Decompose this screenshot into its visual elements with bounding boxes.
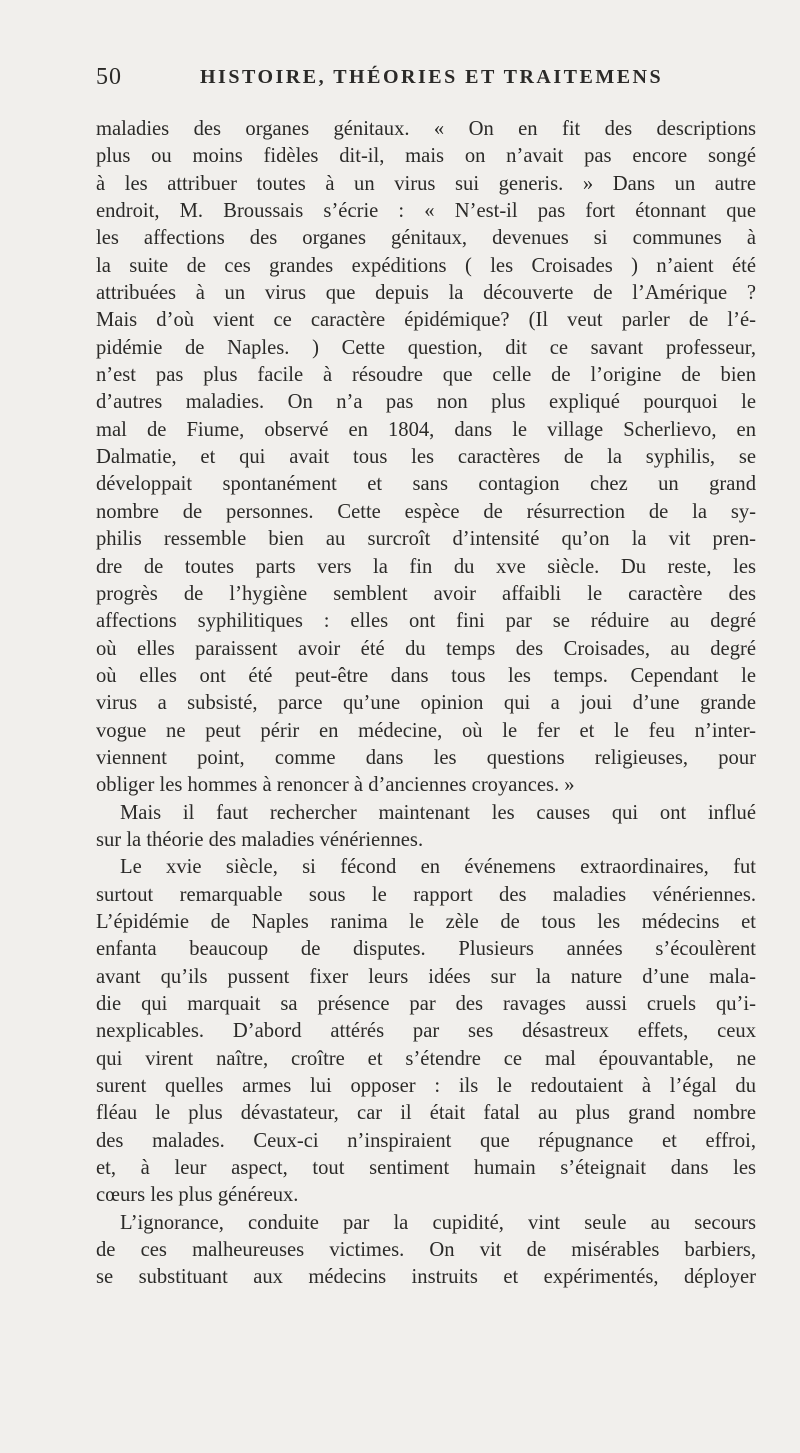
text-line: pidémie de Naples. ) Cette question, dit ce savant professeur, xyxy=(96,336,756,359)
page-number: 50 xyxy=(96,64,122,90)
text-line: avant qu’ils pussent fixer leurs idées sur la nature d’une mala- xyxy=(96,965,756,988)
running-head: HISTOIRE, THÉORIES ET TRAITEMENS xyxy=(200,66,664,88)
text-line: vogue ne peut périr en médecine, où le fer et le feu n’inter- xyxy=(96,719,756,742)
text-line: affections syphilitiques : elles ont fini par se réduire au degré xyxy=(96,610,756,633)
text-line: nexplicables. D’abord attérés par ses désastreux effets, ceux xyxy=(96,1020,756,1043)
text-line: progrès de l’hygiène semblent avoir affaibli le caractère des xyxy=(96,582,756,605)
text-line: obliger les hommes à renoncer à d’anciennes croyances. » xyxy=(96,774,575,797)
text-line: L’épidémie de Naples ranima le zèle de tous les médecins et xyxy=(96,910,756,933)
text-line: philis ressemble bien au surcroît d’intensité qu’on la vit pren- xyxy=(96,528,756,551)
text-line: surtout remarquable sous le rapport des maladies vénériennes. xyxy=(96,883,756,906)
text-line: enfanta beaucoup de disputes. Plusieurs années s’écoulèrent xyxy=(96,938,756,961)
text-line: plus ou moins fidèles dit-il, mais on n’avait pas encore songé xyxy=(96,145,756,168)
text-line: sur la théorie des maladies vénériennes. xyxy=(96,828,424,851)
text-line: à les attribuer toutes à un virus sui generis. » Dans un autre xyxy=(96,172,756,195)
text-line: surent quelles armes lui opposer : ils le redoutaient à l’égal du xyxy=(96,1075,756,1098)
text-line: endroit, M. Broussais s’écrie : « N’est-il pas fort étonnant que xyxy=(96,200,756,223)
text-line: L’ignorance, conduite par la cupidité, vint seule au secours xyxy=(120,1211,756,1234)
text-line: d’autres maladies. On n’a pas non plus expliqué pourquoi le xyxy=(96,391,756,414)
text-line: Mais d’où vient ce caractère épidémique? (Il veut parler de l’é- xyxy=(96,309,756,332)
text-line: où elles ont été peut-être dans tous les temps. Cependant le xyxy=(96,664,756,687)
text-line: les affections des organes génitaux, devenues si communes à xyxy=(96,227,756,250)
text-line: attribuées à un virus que depuis la découverte de l’Amérique ? xyxy=(96,282,756,305)
text-line: Dalmatie, et qui avait tous les caractères de la syphilis, se xyxy=(96,446,756,469)
text-line: Le xvie siècle, si fécond en événemens extraordinaires, fut xyxy=(120,856,756,879)
text-line: cœurs les plus généreux. xyxy=(96,1184,299,1207)
page-header xyxy=(96,64,756,98)
text-line: et, à leur aspect, tout sentiment humain s’éteignait dans les xyxy=(96,1157,756,1180)
text-line: Mais il faut rechercher maintenant les causes qui ont influé xyxy=(120,801,756,824)
text-line: maladies des organes génitaux. « On en fit des descriptions xyxy=(96,118,756,140)
text-line: dre de toutes parts vers la fin du xve siècle. Du reste, les xyxy=(96,555,756,578)
text-line: viennent point, comme dans les questions religieuses, pour xyxy=(96,746,756,769)
text-line: où elles paraissent avoir été du temps des Croisades, au degré xyxy=(96,637,756,660)
text-line: la suite de ces grandes expéditions ( les Croisades ) n’aient été xyxy=(96,254,756,277)
text-line: se substituant aux médecins instruits et expérimentés, déployer xyxy=(96,1266,756,1289)
text-line: nombre de personnes. Cette espèce de résurrection de la sy- xyxy=(96,500,756,523)
book-page xyxy=(96,64,756,1292)
text-line: n’est pas plus facile à résoudre que celle de l’origine de bien xyxy=(96,364,756,387)
text-line: die qui marquait sa présence par des ravages aussi cruels qu’i- xyxy=(96,993,756,1015)
text-line: mal de Fiume, observé en 1804, dans le village Scherlievo, en xyxy=(96,418,756,441)
text-line: virus a subsisté, parce qu’une opinion qui a joui d’une grande xyxy=(96,692,756,715)
text-line: de ces malheureuses victimes. On vit de misérables barbiers, xyxy=(96,1239,756,1262)
text-line: des malades. Ceux-ci n’inspiraient que répugnance et effroi, xyxy=(96,1129,756,1152)
text-line: fléau le plus dévastateur, car il était fatal au plus grand nombre xyxy=(96,1102,756,1125)
text-line: développait spontanément et sans contagion chez un grand xyxy=(96,473,756,496)
text-line: qui virent naître, croître et s’étendre ce mal épouvantable, ne xyxy=(96,1047,756,1070)
body-text xyxy=(96,116,756,1292)
